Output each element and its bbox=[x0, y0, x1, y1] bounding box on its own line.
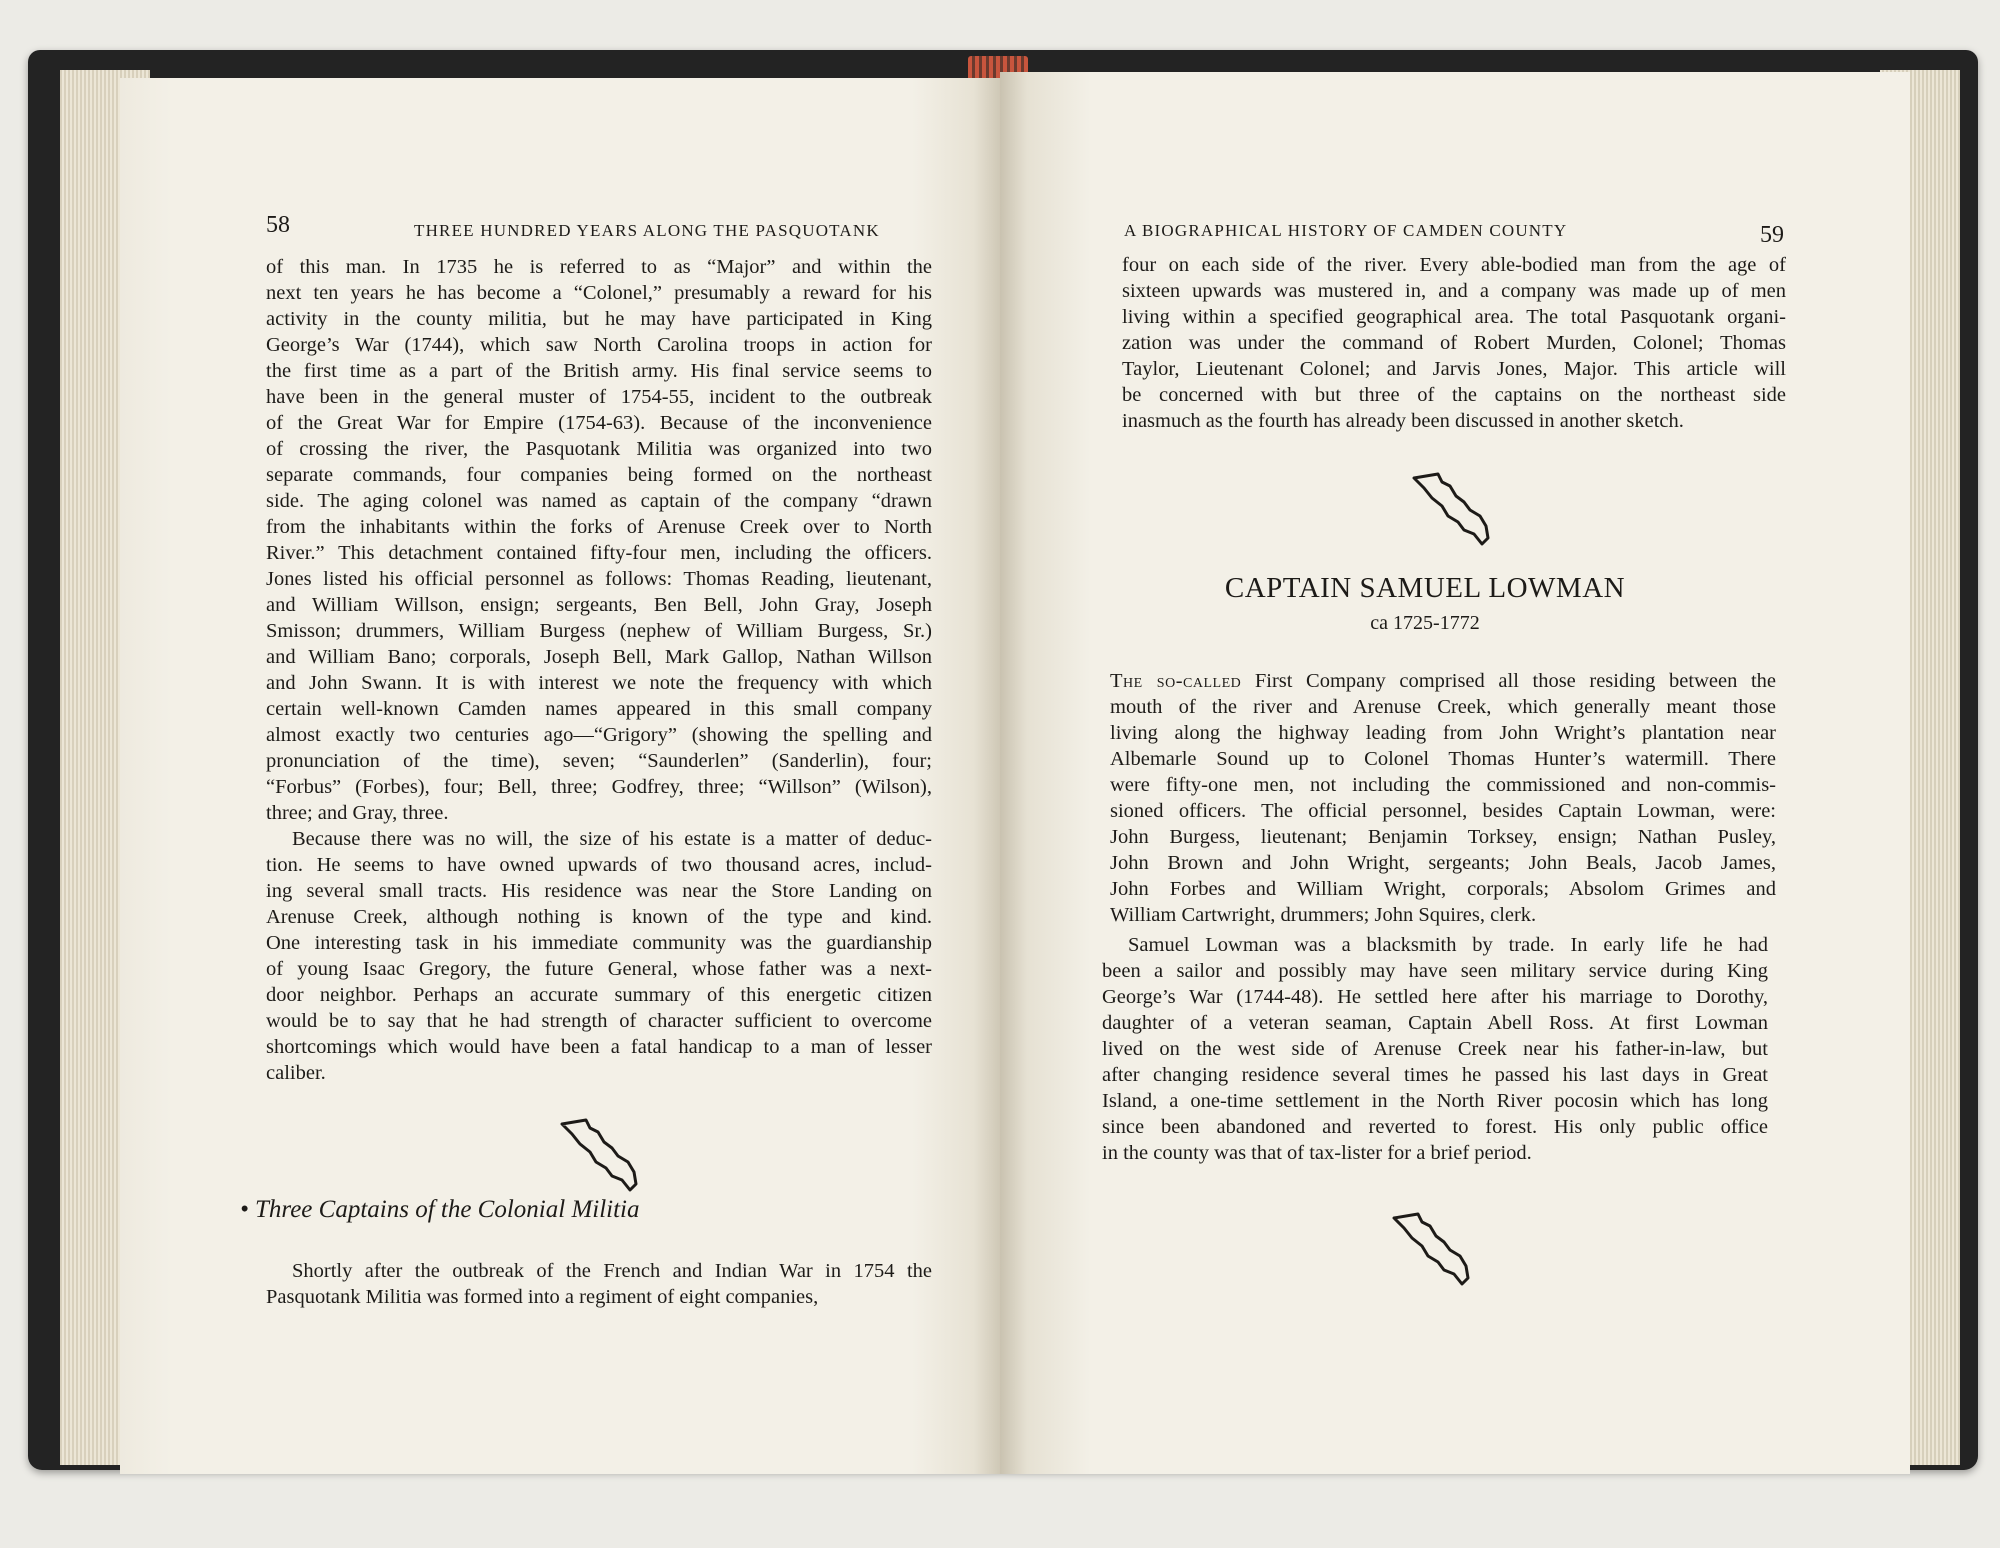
text-line: after changing residence several times he passed his last days in Great bbox=[1102, 1064, 1768, 1086]
text-line: and William Willson, ensign; sergeants, Ben Bell, John Gray, Joseph bbox=[266, 594, 932, 616]
page-number: 59 bbox=[1760, 222, 1784, 248]
text-line: sixteen upwards was mustered in, and a company was made up of men bbox=[1122, 280, 1786, 302]
text-line: caliber. bbox=[266, 1062, 326, 1084]
text-line: of crossing the river, the Pasquotank Militia was organized into two bbox=[266, 438, 932, 460]
text-line: Shortly after the outbreak of the French and Indian War in 1754 the bbox=[292, 1260, 932, 1282]
text-line: almost exactly two centuries ago—“Grigory” (showing the spelling and bbox=[266, 724, 932, 746]
text-line: from the inhabitants within the forks of Arenuse Creek over to North bbox=[266, 516, 932, 538]
text-line: Smisson; drummers, William Burgess (nephew of William Burgess, Sr.) bbox=[266, 620, 932, 642]
running-head: A BIOGRAPHICAL HISTORY OF CAMDEN COUNTY bbox=[1124, 221, 1568, 240]
text-line: of the Great War for Empire (1754-63). Because of the inconvenience bbox=[266, 412, 932, 434]
county-map-outline-icon bbox=[560, 1118, 640, 1192]
body-paragraph-3 bbox=[1102, 932, 1768, 1166]
text-line: sioned officers. The official personnel, besides Captain Lowman, were: bbox=[1110, 800, 1776, 822]
body-paragraph-1 bbox=[1122, 252, 1786, 434]
body-paragraph-1 bbox=[266, 254, 932, 826]
county-map-outline-icon bbox=[1412, 472, 1492, 546]
text-line: of this man. In 1735 he is referred to as “Major” and within the bbox=[266, 256, 932, 278]
text-line: River.” This detachment contained fifty-four men, including the officers. bbox=[266, 542, 932, 564]
text-line: Pasquotank Militia was formed into a regiment of eight companies, bbox=[266, 1286, 819, 1308]
text-line: since been abandoned and reverted to forest. His only public office bbox=[1102, 1116, 1768, 1138]
text-line: living within a specified geographical area. The total Pasquotank organi- bbox=[1122, 306, 1786, 328]
text-line: Jones listed his official personnel as follows: Thomas Reading, lieutenant, bbox=[266, 568, 932, 590]
text-line: The so-called First Company comprised all those residing between the bbox=[1110, 670, 1776, 692]
text-line: in the county was that of tax-lister for a brief period. bbox=[1102, 1142, 1532, 1164]
text-line: daughter of a veteran seaman, Captain Abell Ross. At first Lowman bbox=[1102, 1012, 1768, 1034]
text-line: Island, a one-time settlement in the North River pocosin which has long bbox=[1102, 1090, 1768, 1112]
text-line: George’s War (1744), which saw North Carolina troops in action for bbox=[266, 334, 932, 356]
text-line: pronunciation of the time), seven; “Saunderlen” (Sanderlin), four; bbox=[266, 750, 932, 772]
text-line: inasmuch as the fourth has already been discussed in another sketch. bbox=[1122, 410, 1684, 432]
text-line: living along the highway leading from John Wright’s plantation near bbox=[1110, 722, 1776, 744]
text-line: Arenuse Creek, although nothing is known of the type and kind. bbox=[266, 906, 932, 928]
text-line: Because there was no will, the size of his estate is a matter of deduc- bbox=[292, 828, 932, 850]
text-line: and William Bano; corporals, Joseph Bell, Mark Gallop, Nathan Willson bbox=[266, 646, 932, 668]
text-line: four on each side of the river. Every able-bodied man from the age of bbox=[1122, 254, 1786, 276]
chapter-dates: ca 1725-1772 bbox=[1370, 612, 1480, 634]
text-line: ing several small tracts. His residence was near the Store Landing on bbox=[266, 880, 932, 902]
text-line: mouth of the river and Arenuse Creek, which generally meant those bbox=[1110, 696, 1776, 718]
text-line: zation was under the command of Robert Murden, Colonel; Thomas bbox=[1122, 332, 1786, 354]
right-page bbox=[1000, 72, 1910, 1474]
text-line: George’s War (1744-48). He settled here after his marriage to Dorothy, bbox=[1102, 986, 1768, 1008]
text-line: lived on the west side of Arenuse Creek near his father-in-law, but bbox=[1102, 1038, 1768, 1060]
text-line: “Forbus” (Forbes), four; Bell, three; Godfrey, three; “Willson” (Wilson), bbox=[266, 776, 932, 798]
text-line: be concerned with but three of the captains on the northeast side bbox=[1122, 384, 1786, 406]
small-caps-lead: The so-called bbox=[1110, 670, 1242, 692]
text-line: door neighbor. Perhaps an accurate summary of this energetic citizen bbox=[266, 984, 932, 1006]
text-line: side. The aging colonel was named as captain of the company “drawn bbox=[266, 490, 932, 512]
running-head: THREE HUNDRED YEARS ALONG THE PASQUOTANK bbox=[414, 221, 880, 240]
left-page bbox=[120, 78, 1000, 1474]
text-line: would be to say that he had strength of character sufficient to overcome bbox=[266, 1010, 932, 1032]
text-line: next ten years he has become a “Colonel,” presumably a reward for his bbox=[266, 282, 932, 304]
chapter-title: CAPTAIN SAMUEL LOWMAN bbox=[1224, 572, 1626, 604]
text-line: John Burgess, lieutenant; Benjamin Torksey, ensign; Nathan Pusley, bbox=[1110, 826, 1776, 848]
text-line: Samuel Lowman was a blacksmith by trade. In early life he had bbox=[1128, 934, 1768, 956]
text-line: been a sailor and possibly may have seen military service during King bbox=[1102, 960, 1768, 982]
text-line: were fifty-one men, not including the commissioned and non-commis- bbox=[1110, 774, 1776, 796]
text-line: Taylor, Lieutenant Colonel; and Jarvis Jones, Major. This article will bbox=[1122, 358, 1786, 380]
body-paragraph-2 bbox=[1110, 668, 1776, 928]
text-line: and John Swann. It is with interest we note the frequency with which bbox=[266, 672, 932, 694]
text-line: three; and Gray, three. bbox=[266, 802, 449, 824]
text-line: William Cartwright, drummers; John Squires, clerk. bbox=[1110, 904, 1537, 926]
text-line: certain well-known Camden names appeared in this small company bbox=[266, 698, 932, 720]
text-line: Albemarle Sound up to Colonel Thomas Hunter’s watermill. There bbox=[1110, 748, 1776, 770]
text-line: activity in the county militia, but he may have participated in King bbox=[266, 308, 932, 330]
text-line: shortcomings which would have been a fatal handicap to a man of lesser bbox=[266, 1036, 932, 1058]
text-line: the first time as a part of the British army. His final service seems to bbox=[266, 360, 932, 382]
text-line: separate commands, four companies being formed on the northeast bbox=[266, 464, 932, 486]
body-paragraph-3 bbox=[266, 1258, 932, 1310]
text-line: have been in the general muster of 1754-55, incident to the outbreak bbox=[266, 386, 932, 408]
body-paragraph-2 bbox=[266, 826, 932, 1086]
text-line: One interesting task in his immediate community was the guardianship bbox=[266, 932, 932, 954]
county-map-outline-icon bbox=[1392, 1212, 1472, 1286]
text-line: tion. He seems to have owned upwards of two thousand acres, includ- bbox=[266, 854, 932, 876]
text-line: of young Isaac Gregory, the future General, whose father was a next- bbox=[266, 958, 932, 980]
text-line: John Brown and John Wright, sergeants; John Beals, Jacob James, bbox=[1110, 852, 1776, 874]
section-heading: • Three Captains of the Colonial Militia bbox=[240, 1196, 640, 1223]
page-number: 58 bbox=[266, 212, 290, 238]
text-line: John Forbes and William Wright, corporals; Absolom Grimes and bbox=[1110, 878, 1776, 900]
